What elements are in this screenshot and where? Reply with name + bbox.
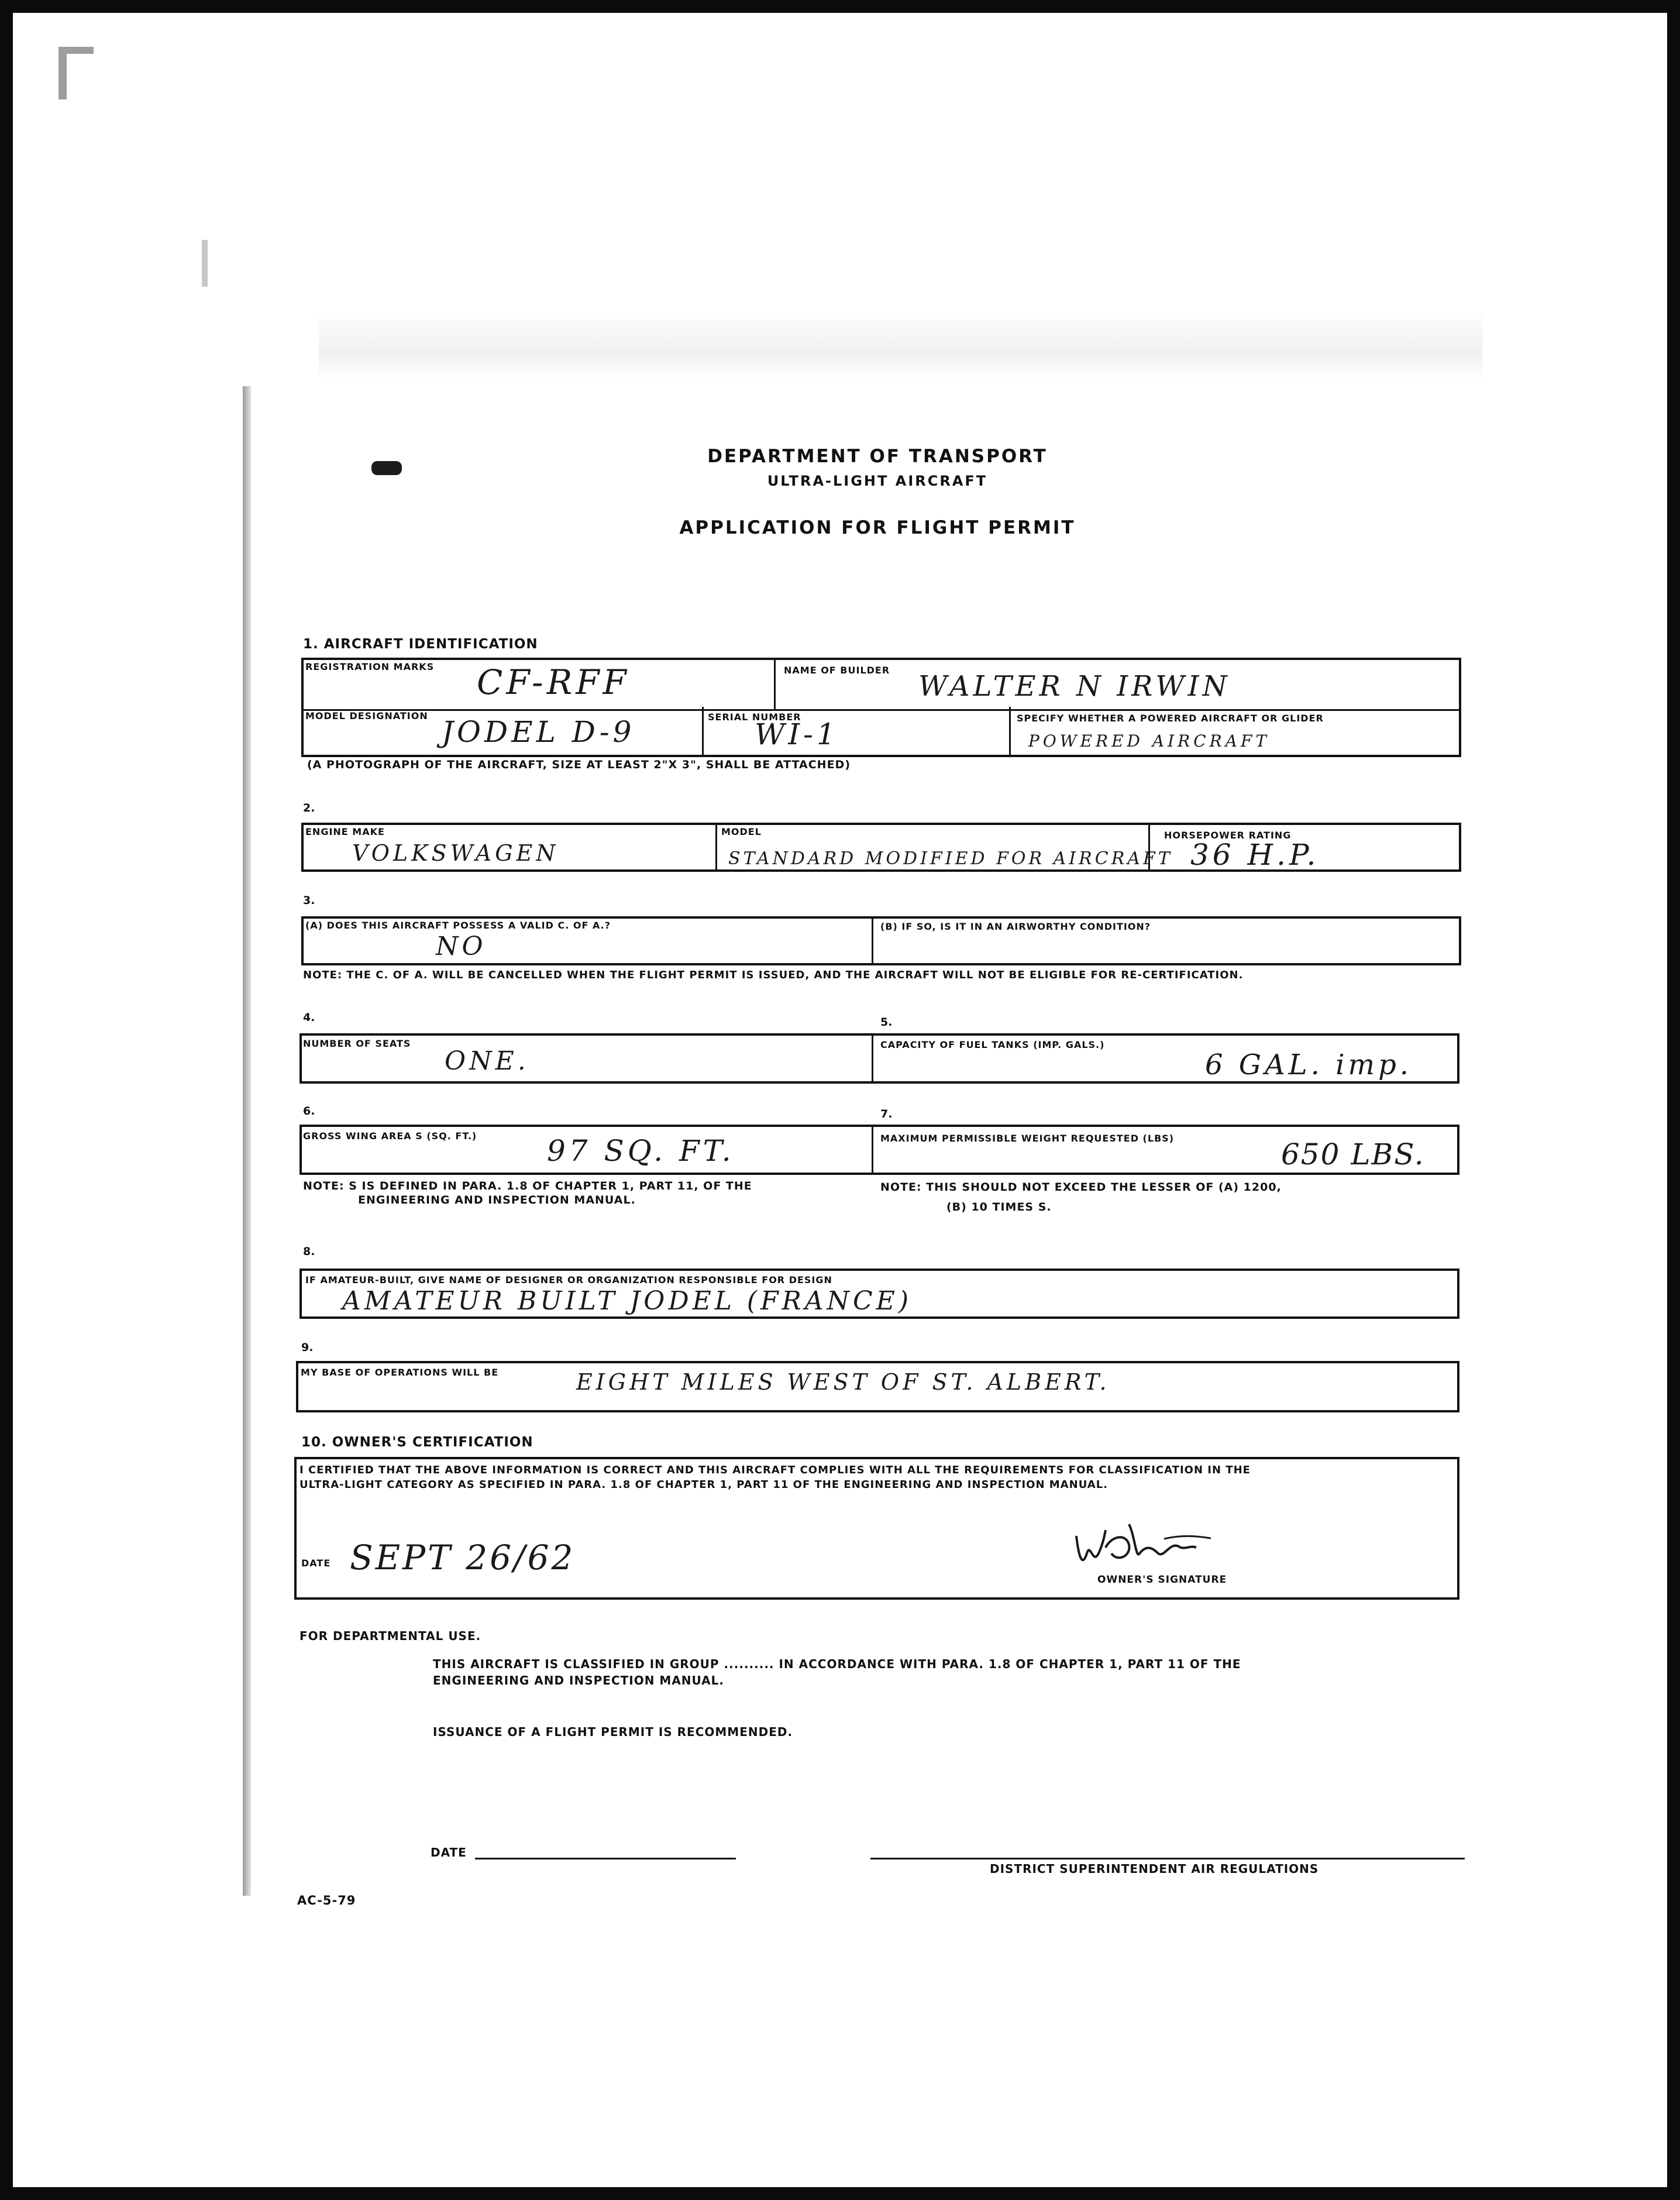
section-6-number: 6.	[303, 1105, 315, 1118]
departmental-date-label: DATE	[431, 1845, 467, 1859]
classification-line2: ENGINEERING AND INSPECTION MANUAL.	[433, 1673, 724, 1687]
section-2-number: 2.	[303, 802, 315, 814]
valid-cofa-question: (A) DOES THIS AIRCRAFT POSSESS A VALID C. OF A.?	[305, 920, 611, 931]
recommendation-text: ISSUANCE OF A FLIGHT PERMIT IS RECOMMENDED.	[433, 1725, 793, 1739]
aircraft-type-value: POWERED AIRCRAFT	[1028, 731, 1271, 751]
wing-area-value: 97 SQ. FT.	[547, 1134, 735, 1168]
superintendent-label: DISTRICT SUPERINTENDENT AIR REGULATIONS	[990, 1862, 1319, 1876]
engine-make-label: ENGINE MAKE	[305, 826, 385, 837]
owner-date-label: DATE	[301, 1558, 331, 1569]
engine-model-label: MODEL	[721, 826, 762, 837]
departmental-date-line	[475, 1858, 736, 1859]
max-weight-value: 650 LBS.	[1281, 1137, 1425, 1171]
weight-note-line2: (B) 10 TIMES S.	[946, 1201, 1052, 1214]
superintendent-signature-line	[870, 1858, 1465, 1859]
scan-corner-mark	[202, 240, 208, 287]
registration-value: CF-RFF	[477, 662, 630, 702]
model-designation-value: JODEL D-9	[442, 715, 635, 749]
seats-label: NUMBER OF SEATS	[303, 1038, 411, 1049]
owner-date-value: SEPT 26/62	[350, 1538, 576, 1577]
max-weight-label: MAXIMUM PERMISSIBLE WEIGHT REQUESTED (LBS)	[880, 1133, 1175, 1144]
designer-label: IF AMATEUR-BUILT, GIVE NAME OF DESIGNER OR ORGANIZATION RESPONSIBLE FOR DESIGN	[305, 1274, 832, 1285]
designer-value: AMATEUR BUILT JODEL (FRANCE)	[342, 1286, 912, 1316]
owner-signature	[1070, 1512, 1258, 1577]
form-number: AC-5-79	[297, 1893, 356, 1907]
horsepower-label: HORSEPOWER RATING	[1164, 830, 1292, 841]
valid-cofa-answer: NO	[436, 931, 487, 961]
seats-value: ONE.	[445, 1046, 529, 1076]
photo-note: (A PHOTOGRAPH OF THE AIRCRAFT, SIZE AT LEAST 2"X 3", SHALL BE ATTACHED)	[307, 758, 851, 771]
section-10-title: 10. OWNER'S CERTIFICATION	[301, 1435, 533, 1450]
departmental-use-heading: FOR DEPARTMENTAL USE.	[299, 1629, 481, 1643]
section-9-number: 9.	[301, 1341, 314, 1354]
scan-corner-mark	[58, 47, 67, 99]
owner-signature-label: OWNER'S SIGNATURE	[1097, 1574, 1227, 1586]
section-7-number: 7.	[880, 1108, 893, 1120]
section-1-title: 1. AIRCRAFT IDENTIFICATION	[303, 637, 538, 652]
section-5-number: 5.	[880, 1016, 893, 1029]
form-title: APPLICATION FOR FLIGHT PERMIT	[679, 517, 1076, 538]
aircraft-type-label: SPECIFY WHETHER A POWERED AIRCRAFT OR GLIDER	[1017, 713, 1324, 724]
base-of-operations-value: EIGHT MILES WEST OF ST. ALBERT.	[576, 1369, 1110, 1395]
serial-number-value: WI-1	[755, 717, 839, 751]
department-title: DEPARTMENT OF TRANSPORT	[707, 446, 1048, 467]
section-8-number: 8.	[303, 1245, 315, 1258]
builder-label: NAME OF BUILDER	[784, 665, 890, 676]
engine-make-value: VOLKSWAGEN	[352, 840, 559, 866]
paper-edge-shadow	[319, 310, 1483, 380]
wing-area-note-line2: ENGINEERING AND INSPECTION MANUAL.	[358, 1194, 636, 1206]
model-designation-label: MODEL DESIGNATION	[305, 710, 428, 721]
horsepower-value: 36 H.P.	[1190, 838, 1320, 872]
form-subtitle: ULTRA-LIGHT AIRCRAFT	[767, 473, 988, 489]
registration-label: REGISTRATION MARKS	[305, 661, 435, 672]
paper-edge-shadow	[243, 386, 251, 1896]
wing-area-note-line1: NOTE: S IS DEFINED IN PARA. 1.8 OF CHAPTER 1, PART 11, OF THE	[303, 1180, 752, 1192]
airworthy-question: (B) IF SO, IS IT IN AN AIRWORTHY CONDITION?	[880, 921, 1151, 932]
fuel-capacity-value: 6 GAL. imp.	[1205, 1049, 1413, 1081]
builder-value: WALTER N IRWIN	[918, 670, 1231, 703]
scan-corner-mark	[58, 47, 94, 54]
classification-line1: THIS AIRCRAFT IS CLASSIFIED IN GROUP .......... IN ACCORDANCE WITH PARA. 1.8 OF CHAPTER 1, PART 11 OF THE	[433, 1657, 1241, 1671]
wing-area-label: GROSS WING AREA S (SQ. FT.)	[303, 1130, 477, 1142]
base-of-operations-label: MY BASE OF OPERATIONS WILL BE	[301, 1367, 499, 1378]
section-4-number: 4.	[303, 1011, 315, 1024]
cofa-note: NOTE: THE C. OF A. WILL BE CANCELLED WHEN THE FLIGHT PERMIT IS ISSUED, AND THE AIRCRAFT WILL NOT BE ELIGIBLE FOR RE-CERTIFICATION.	[303, 969, 1244, 981]
certification-line1: I CERTIFIED THAT THE ABOVE INFORMATION IS CORRECT AND THIS AIRCRAFT COMPLIES WITH ALL THE REQUIREMENTS FOR CLASSIFICATION IN THE	[299, 1464, 1251, 1476]
fuel-capacity-label: CAPACITY OF FUEL TANKS (IMP. GALS.)	[880, 1039, 1105, 1050]
weight-note-line1: NOTE: THIS SHOULD NOT EXCEED THE LESSER OF (A) 1200,	[880, 1181, 1282, 1194]
section-3-number: 3.	[303, 894, 315, 907]
serial-number-label: SERIAL NUMBER	[708, 711, 801, 723]
engine-model-value: STANDARD MODIFIED FOR AIRCRAFT	[728, 848, 1173, 869]
certification-line2: ULTRA-LIGHT CATEGORY AS SPECIFIED IN PARA. 1.8 OF CHAPTER 1, PART 11 OF THE ENGINEERING AND INSPECTION MANUAL.	[299, 1479, 1108, 1491]
